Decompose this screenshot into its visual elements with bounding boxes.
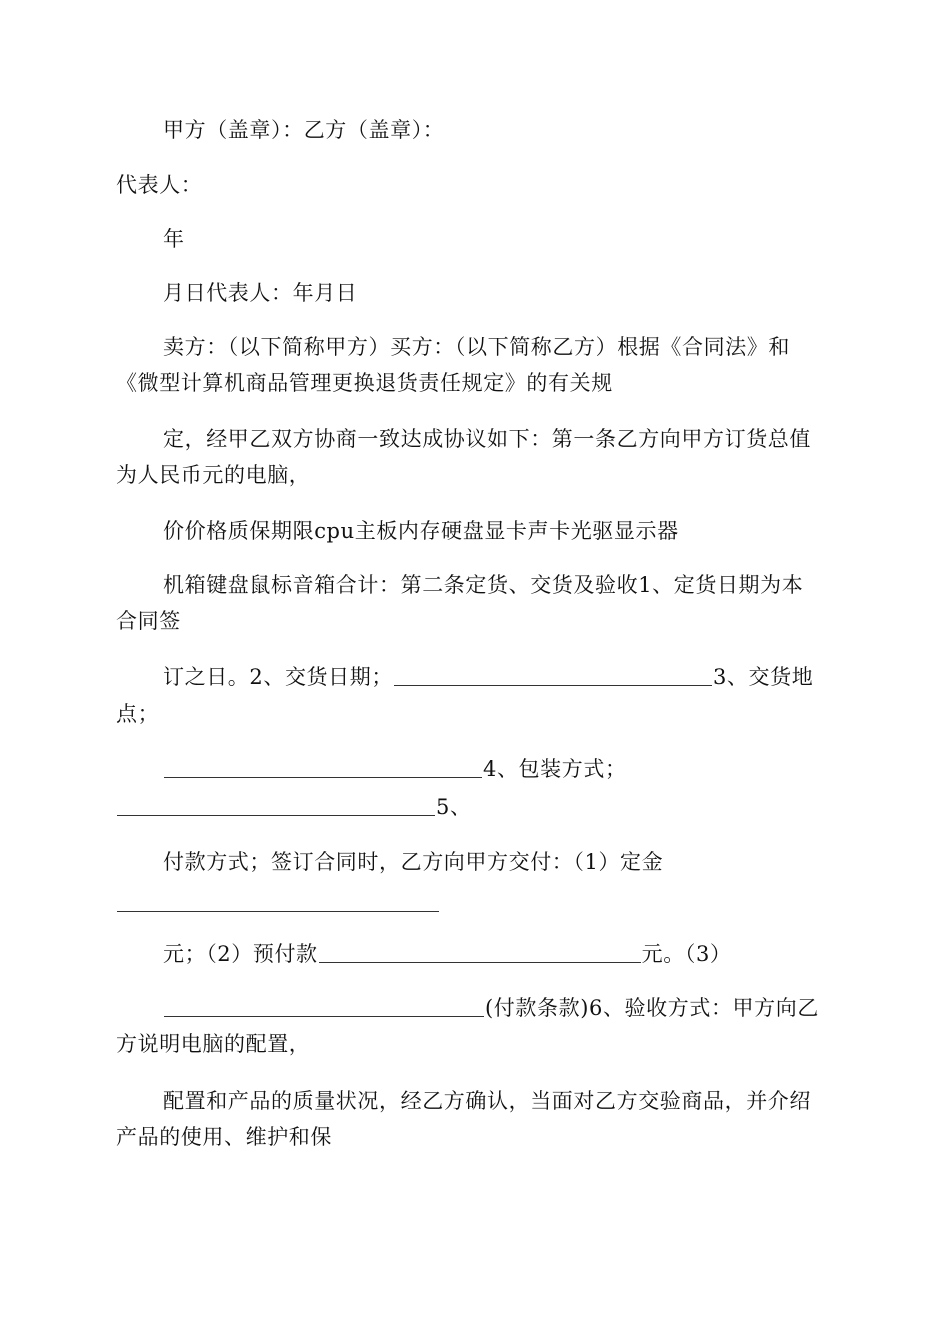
year-line: [163, 222, 836, 256]
representative-line: [116, 168, 836, 202]
paragraph-text: 3、交货地: [712, 665, 814, 689]
paragraph-agreement-line-2: [116, 458, 836, 492]
paragraph-text: 方说明电脑的配置，: [116, 1032, 311, 1056]
packing-method-blank[interactable]: [117, 795, 435, 816]
paragraph-dates-line-1: [163, 660, 836, 694]
paragraph-text: 为人民币元的电脑，: [116, 463, 311, 487]
deposit-blank[interactable]: [117, 891, 439, 912]
paragraph-items-line: [163, 514, 836, 548]
paragraph-text: 合同签: [116, 609, 181, 633]
paragraph-acceptance-line-2: [116, 1027, 836, 1061]
date-text: 月日代表人：年月日: [163, 281, 358, 305]
paragraph-text: 机箱键盘鼠标音箱合计：第二条定货、交货及验收1、定货日期为本: [163, 573, 804, 597]
paragraph-parties-line-2: [116, 366, 836, 400]
paragraph-quality-line-1: [163, 1084, 836, 1118]
paragraph-delivery-line-1: [163, 568, 836, 602]
paragraph-text: 产品的使用、维护和保: [116, 1125, 332, 1149]
paragraph-text: 订之日。2、交货日期；: [163, 665, 393, 689]
paragraph-payment-line-2: [116, 886, 836, 920]
paragraph-agreement-line-1: [163, 422, 836, 456]
paragraph-acceptance-line-1: [163, 991, 836, 1025]
year-text: 年: [163, 227, 185, 251]
paragraph-text: 定，经甲乙双方协商一致达成协议如下：第一条乙方向甲方订货总值: [163, 427, 811, 451]
paragraph-text: 点；: [116, 702, 160, 726]
paragraph-text: 元。（3）: [641, 942, 732, 966]
representative-text: 代表人：: [116, 173, 203, 197]
paragraph-text: (付款条款)6、验收方式：甲方向乙: [485, 996, 819, 1020]
paragraph-payment-line-1: [163, 845, 836, 879]
paragraph-dates-line-2: [116, 697, 836, 731]
paragraph-text: 付款方式；签订合同时，乙方向甲方交付：（1）定金: [163, 850, 664, 874]
paragraph-text: 卖方：（以下简称甲方）买方：（以下简称乙方）根据《合同法》和: [163, 335, 790, 359]
paragraph-parties-line-1: [163, 330, 836, 364]
delivery-date-blank[interactable]: [394, 665, 712, 686]
paragraph-text: 元；（2）预付款: [163, 942, 318, 966]
paragraph-text: 价价格质保期限cpu主板内存硬盘显卡声卡光驱显示器: [163, 519, 679, 543]
signature-line: [163, 113, 836, 147]
delivery-place-blank[interactable]: [164, 757, 482, 778]
signature-text: 甲方（盖章）：乙方（盖章）：: [163, 118, 445, 142]
paragraph-text: 4、包装方式；: [483, 757, 627, 781]
payment-terms-blank[interactable]: [164, 996, 484, 1017]
paragraph-text: 配置和产品的质量状况，经乙方确认，当面对乙方交验商品，并介绍: [163, 1089, 811, 1113]
prepayment-blank[interactable]: [319, 942, 641, 963]
paragraph-text: 《微型计算机商品管理更换退货责任规定》的有关规: [116, 371, 613, 395]
paragraph-packing-line-2: [116, 790, 836, 824]
paragraph-text: 5、: [436, 795, 472, 819]
date-line: [163, 276, 836, 310]
paragraph-quality-line-2: [116, 1120, 836, 1154]
paragraph-packing-line-1: [163, 752, 836, 786]
paragraph-prepay-line: [163, 937, 836, 971]
paragraph-delivery-line-2: [116, 604, 836, 638]
